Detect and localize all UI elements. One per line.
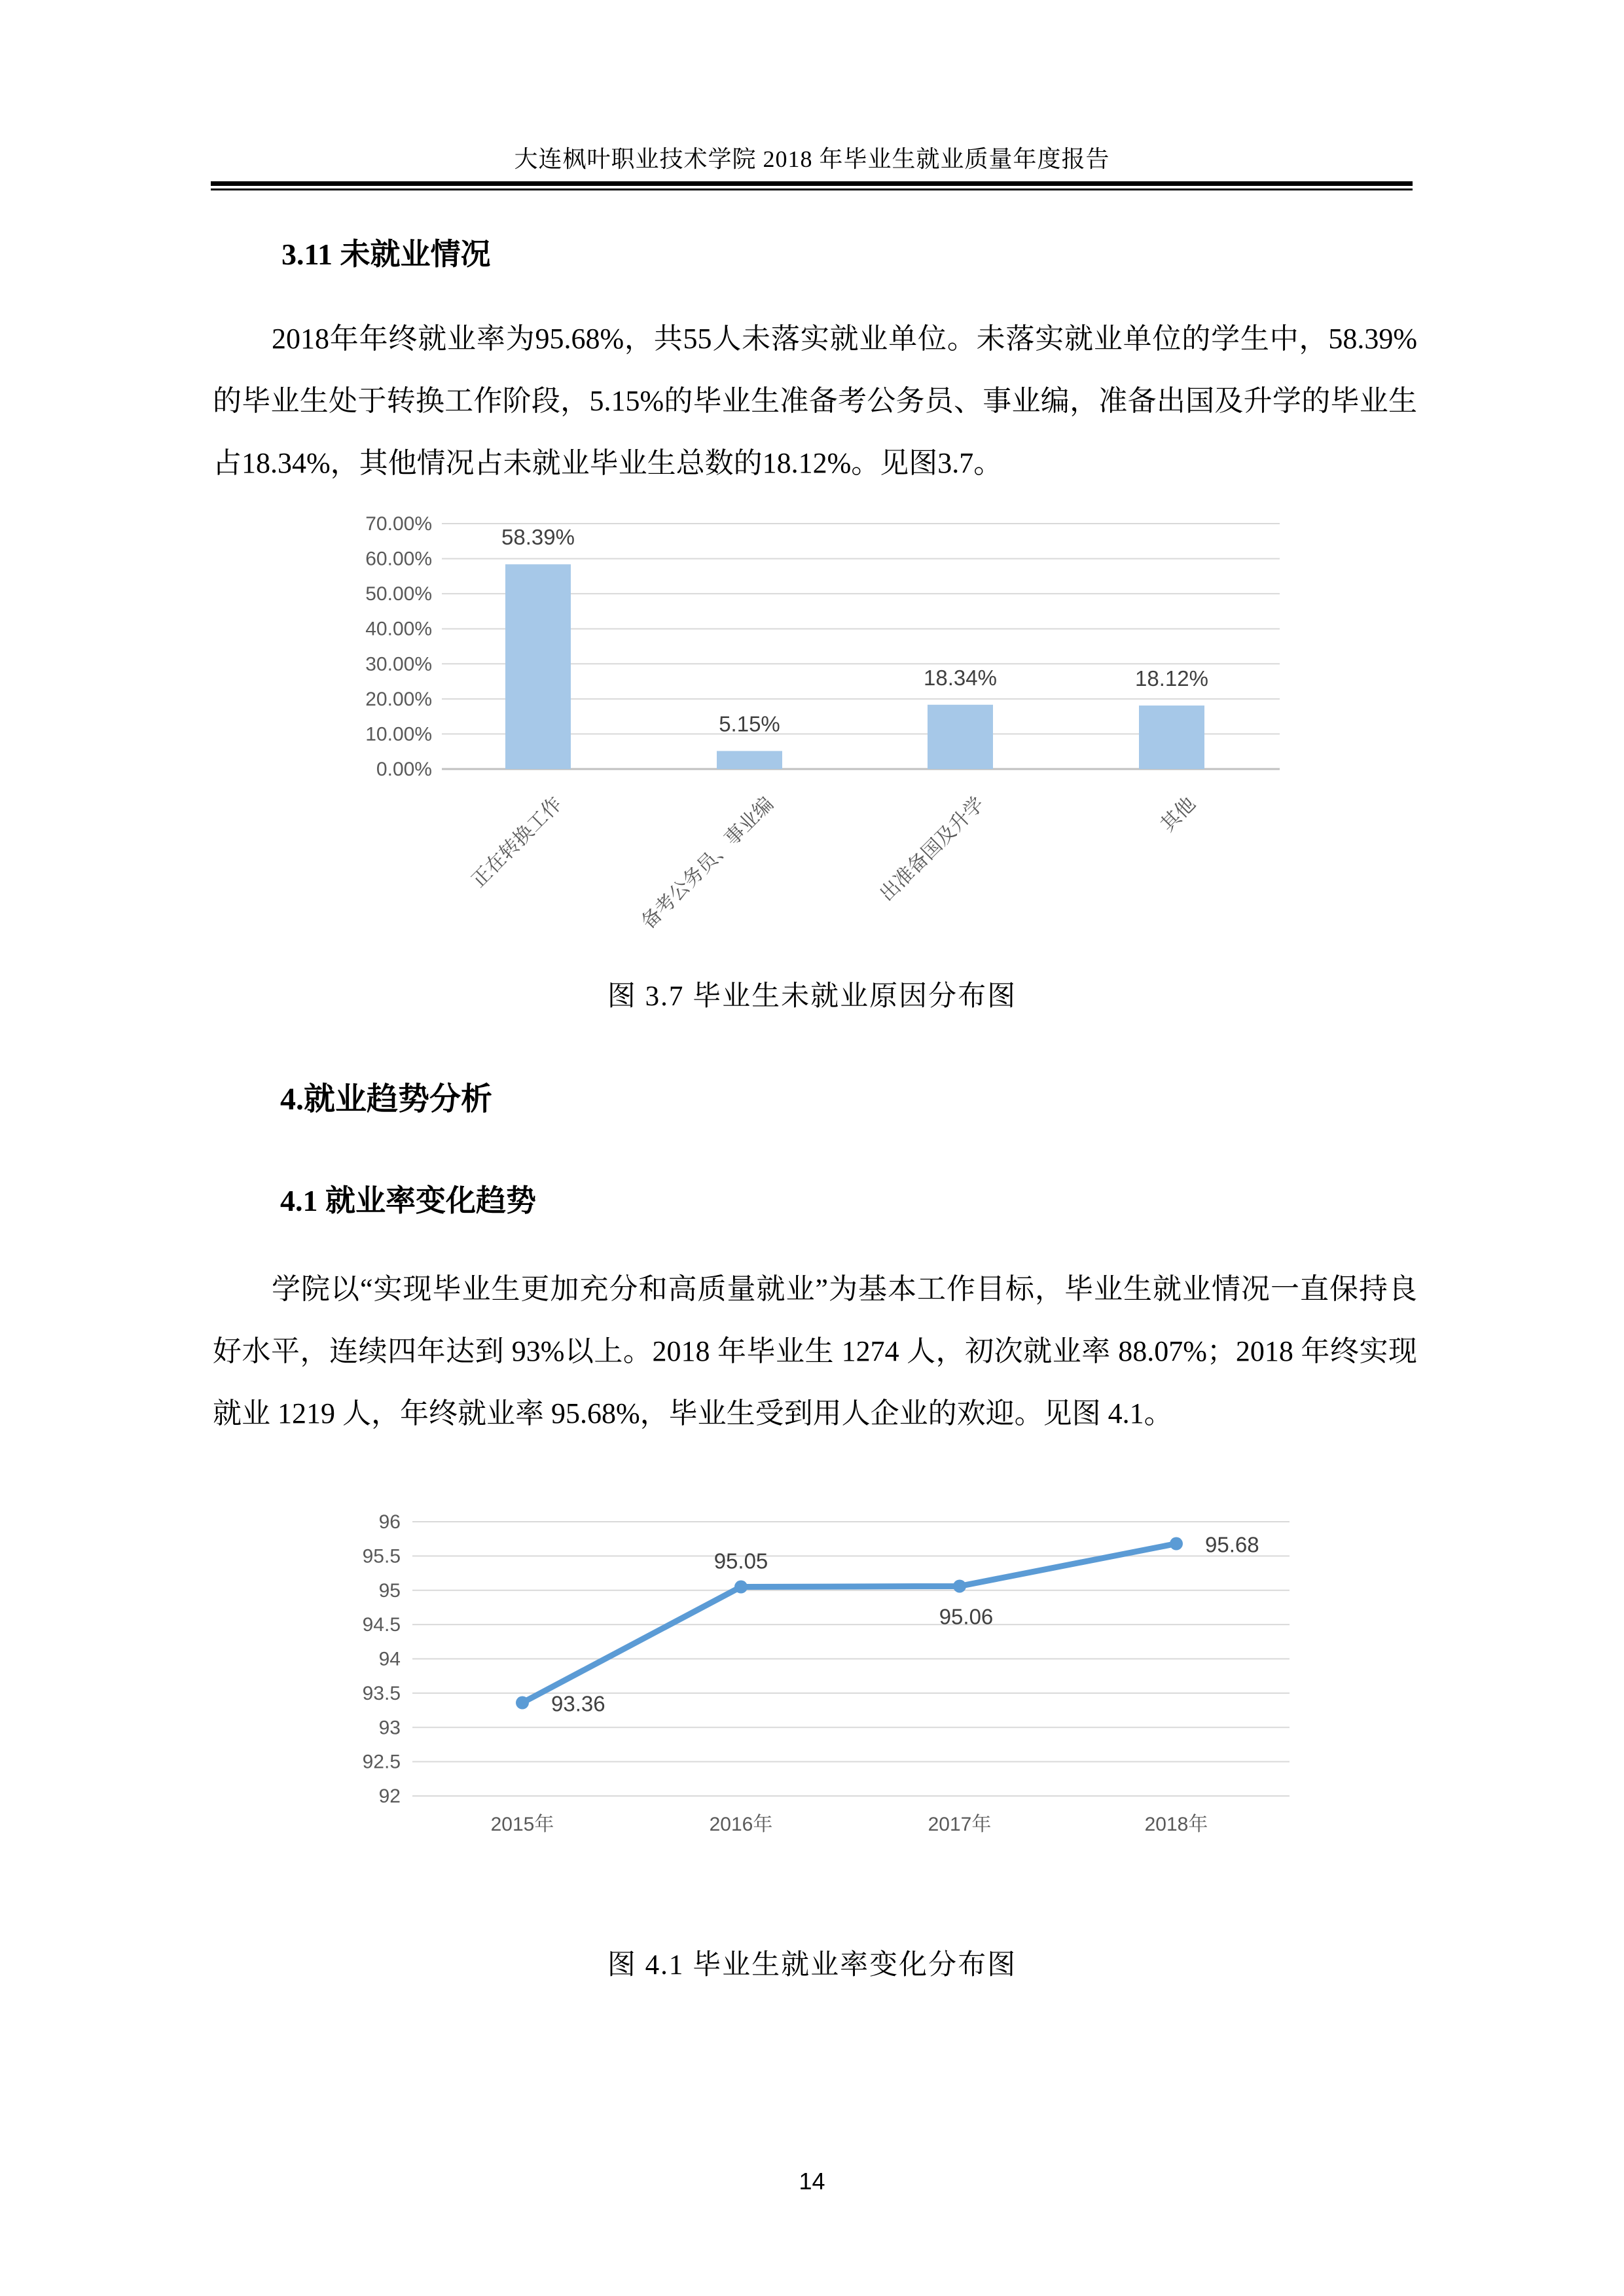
x-axis-category-label: 备考公务员、事业编 <box>637 793 778 933</box>
paragraph-unemployment-status: 2018年年终就业率为95.68%，共55人未落实就业单位。未落实就业单位的学生中，58.39%的毕业生处于转换工作阶段，5.15%的毕业生准备考公务员、事业编，准备出国及升学的毕业生占18.34%，其他情况占未就业毕业生总数的18.12%。见图3.7。 <box>213 323 1417 479</box>
x-axis-category-label: 出准备国及升学 <box>876 793 988 906</box>
trend-line <box>522 1544 1176 1703</box>
bar-value-label: 18.12% <box>1135 666 1208 691</box>
y-axis-tick-label: 94 <box>378 1648 401 1670</box>
bar-value-label: 5.15% <box>719 711 780 736</box>
data-point-marker <box>734 1581 748 1594</box>
y-axis-tick-label: 20.00% <box>365 688 432 710</box>
x-axis-tick-label: 2016年 <box>709 1814 773 1835</box>
line-chart-employment-rate-trend <box>353 1505 1309 1859</box>
y-axis-tick-label: 60.00% <box>365 548 432 570</box>
y-axis-tick-label: 92 <box>378 1785 401 1807</box>
y-axis-tick-label: 96 <box>378 1511 401 1533</box>
figure-4-1-caption: 图 4.1 毕业生就业率变化分布图 <box>607 1950 1017 1981</box>
bar-value-label: 18.34% <box>924 665 997 690</box>
x-axis-category-label: 正在转换工作 <box>467 793 566 892</box>
y-axis-tick-label: 92.5 <box>362 1751 401 1773</box>
y-axis-tick-label: 0.00% <box>376 759 432 780</box>
y-axis-tick-label: 94.5 <box>362 1614 401 1636</box>
y-axis-tick-label: 50.00% <box>365 583 432 605</box>
x-axis-tick-label: 2017年 <box>928 1814 992 1835</box>
y-axis-tick-label: 93.5 <box>362 1682 401 1704</box>
section-3-11-heading: 3.11 未就业情况 <box>281 238 491 271</box>
page-number: 14 <box>799 2168 825 2195</box>
x-axis-category-label: 其他 <box>1157 793 1200 836</box>
y-axis-tick-label: 95.5 <box>362 1545 401 1568</box>
bar-value-label: 58.39% <box>501 525 575 550</box>
x-axis-tick-label: 2015年 <box>490 1814 554 1835</box>
section-4-1-heading: 4.1 就业率变化趋势 <box>280 1184 536 1217</box>
y-axis-tick-label: 10.00% <box>365 723 432 745</box>
x-axis-tick-label: 2018年 <box>1144 1814 1208 1835</box>
y-axis-tick-label: 30.00% <box>365 653 432 675</box>
data-point-marker <box>1170 1537 1183 1551</box>
point-value-label: 95.05 <box>713 1549 768 1573</box>
bar <box>1139 706 1204 769</box>
point-value-label: 93.36 <box>551 1691 605 1716</box>
figure-3-7-caption: 图 3.7 毕业生未就业原因分布图 <box>607 981 1017 1012</box>
data-point-marker <box>516 1696 529 1710</box>
data-point-marker <box>953 1579 966 1592</box>
point-value-label: 95.68 <box>1205 1532 1259 1557</box>
y-axis-tick-label: 40.00% <box>365 618 432 640</box>
bar <box>928 705 993 769</box>
bar <box>717 751 782 769</box>
section-4-heading: 4.就业趋势分析 <box>280 1082 493 1117</box>
y-axis-tick-label: 93 <box>378 1717 401 1739</box>
bar <box>505 564 571 769</box>
page-header-title: 大连枫叶职业技术学院 2018 年毕业生就业质量年度报告 <box>514 146 1110 172</box>
point-value-label: 95.06 <box>939 1604 994 1629</box>
bar-chart-unemployment-reasons <box>363 501 1352 982</box>
paragraph-employment-trend: 学院以“实现毕业生更加充分和高质量就业”为基本工作目标，毕业生就业情况一直保持良好水平，连续四年达到 93%以上。2018 年毕业生 1274 人，初次就业率 88.07%；2018 年终实现就业 1219 人，年终就业率 95.68%，毕业生受到用人企业的欢迎。见图 4.1。 <box>213 1273 1417 1429</box>
header-divider <box>211 181 1413 190</box>
y-axis-tick-label: 95 <box>378 1579 401 1602</box>
y-axis-tick-label: 70.00% <box>365 513 432 535</box>
